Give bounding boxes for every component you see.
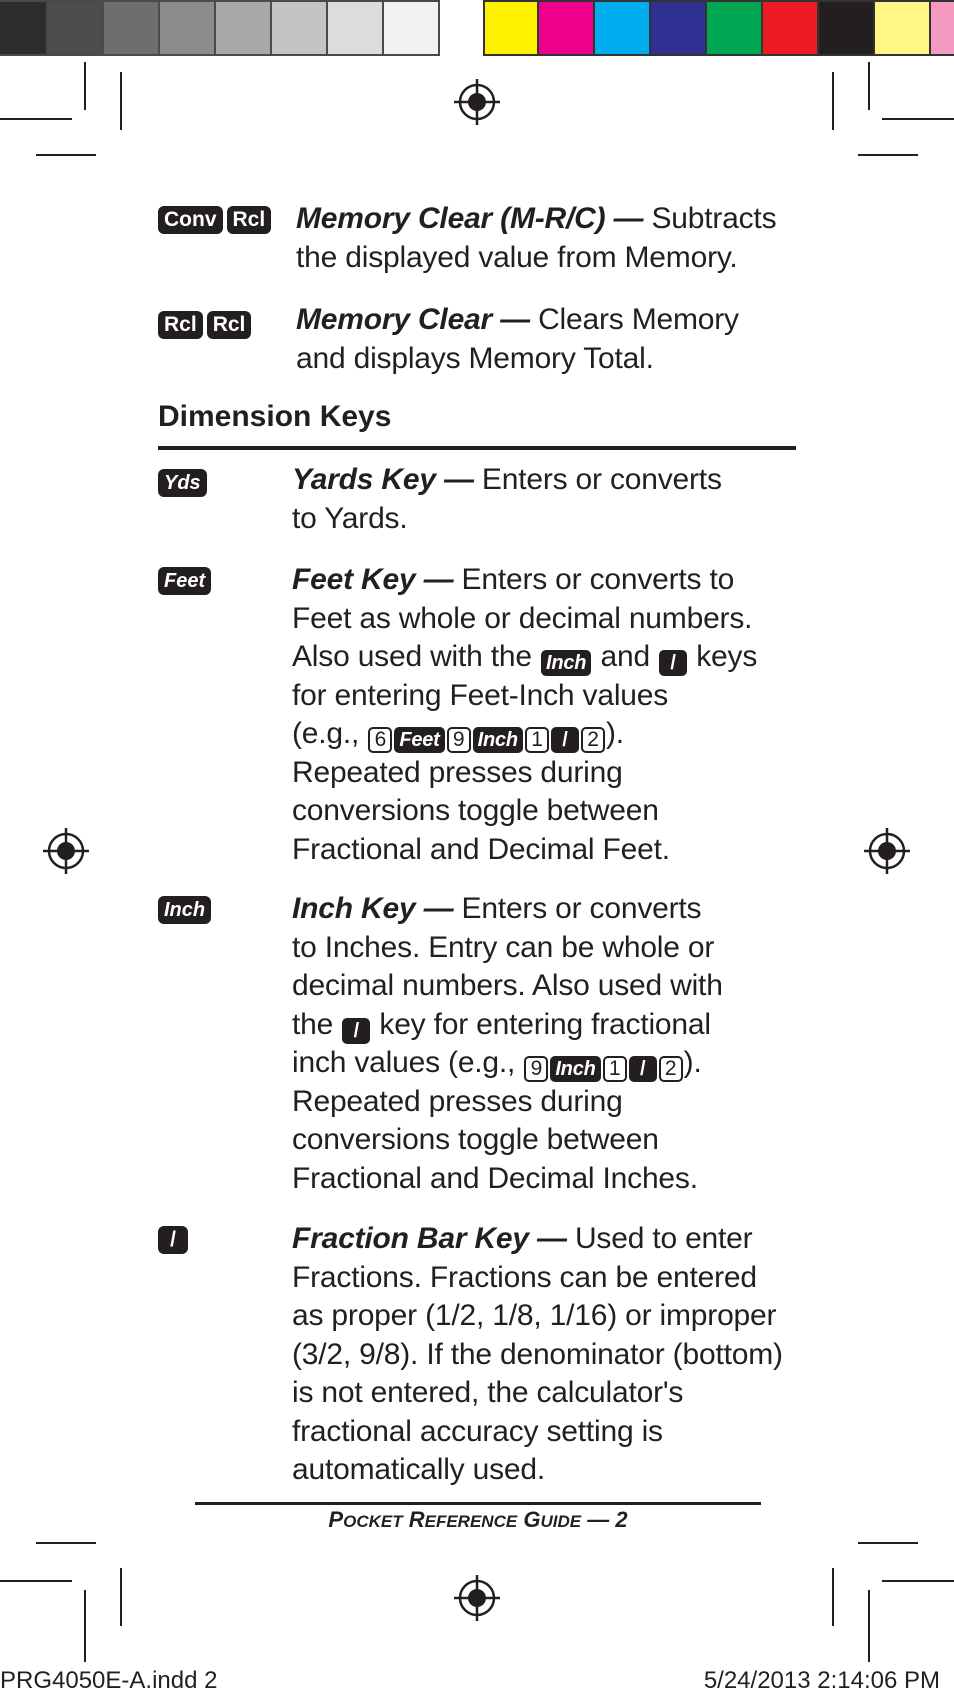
- crop-mark: [868, 62, 870, 110]
- rcl-key-icon: Rcl: [207, 311, 252, 339]
- digit-1-key-icon: 1: [525, 727, 549, 753]
- inch-key-icon: Inch: [473, 727, 523, 753]
- process-color-bar: [483, 0, 954, 60]
- section-title: Dimension Keys: [158, 400, 392, 433]
- file-slug: PRG4050E-A.indd 2: [0, 1667, 218, 1694]
- entry-title: Memory Clear (M-R/C) —: [296, 202, 644, 235]
- registration-mark-icon: [454, 79, 500, 125]
- inch-key-icon: Inch: [550, 1056, 600, 1082]
- inch-key-icon: Inch: [541, 650, 591, 676]
- gray-swatch: [384, 0, 440, 56]
- digit-6-key-icon: 6: [368, 727, 392, 753]
- fraction-bar-key-icon: /: [551, 727, 579, 753]
- entry-title: Fraction Bar Key —: [292, 1222, 567, 1255]
- conv-key-icon: Conv: [158, 206, 223, 234]
- color-swatch: [595, 0, 651, 56]
- digit-1-key-icon: 1: [603, 1056, 627, 1082]
- gray-swatch: [0, 0, 48, 56]
- date-slug: 5/24/2013 2:14:06 PM: [703, 1667, 940, 1694]
- yds-key-icon: Yds: [158, 469, 207, 497]
- crop-mark: [832, 72, 834, 130]
- color-swatch: [539, 0, 595, 56]
- crop-mark: [832, 1568, 834, 1626]
- entry-description: Memory Clear (M-R/C) — Subtracts the displayed value from Memory.: [296, 202, 777, 274]
- digit-9-key-icon: 9: [524, 1056, 548, 1082]
- entry-title: Inch Key —: [292, 892, 454, 925]
- fraction-bar-key-icon: /: [342, 1018, 370, 1044]
- entry-title: Feet Key —: [292, 563, 454, 596]
- rcl-key-icon: Rcl: [158, 311, 203, 339]
- crop-mark: [84, 1590, 86, 1662]
- entry-description: Feet Key — Enters or converts to Feet as whole or decimal numbers. Also used with the Inch and / keys for entering Feet-Inch values (e.g., 6 Feet 9 Inch 1 / 2 ). Repeated presses during conversions toggle between Fractional and Decimal Feet.: [292, 563, 758, 866]
- gray-color-bar: [0, 0, 440, 60]
- fraction-bar-key-icon: /: [659, 650, 687, 676]
- crop-mark: [36, 1542, 96, 1544]
- gray-swatch: [328, 0, 384, 56]
- gray-swatch: [48, 0, 104, 56]
- entry-title: Memory Clear —: [296, 303, 530, 336]
- color-swatch: [931, 0, 954, 56]
- key-combo: [158, 311, 251, 339]
- gray-swatch: [104, 0, 160, 56]
- color-swatch: [707, 0, 763, 56]
- gray-swatch: [160, 0, 216, 56]
- color-swatch: [763, 0, 819, 56]
- fraction-bar-key-icon: /: [629, 1056, 657, 1082]
- crop-mark: [0, 1580, 72, 1582]
- color-swatch: [875, 0, 931, 56]
- gray-swatch: [272, 0, 328, 56]
- digit-2-key-icon: 2: [659, 1056, 683, 1082]
- color-swatch: [819, 0, 875, 56]
- crop-mark: [36, 154, 96, 156]
- key-combo: [158, 469, 207, 497]
- entry-title: Yards Key —: [292, 463, 474, 496]
- crop-mark: [882, 1580, 954, 1582]
- entry-description: Yards Key — Enters or converts to Yards.: [292, 463, 722, 535]
- fraction-bar-key-icon: /: [158, 1226, 188, 1254]
- digit-2-key-icon: 2: [581, 727, 605, 753]
- page-footer: POCKET REFERENCE GUIDE — 2: [328, 1507, 628, 1532]
- registration-mark-icon: [454, 1575, 500, 1621]
- crop-mark: [0, 118, 72, 120]
- color-swatch: [483, 0, 539, 56]
- feet-key-icon: Feet: [394, 727, 444, 753]
- crop-mark: [84, 62, 86, 110]
- entry-description: Memory Clear — Clears Memory and displays Memory Total.: [296, 303, 739, 375]
- key-combo: [158, 896, 211, 924]
- entry-description: Fraction Bar Key — Used to enter Fractions. Fractions can be entered as proper (1/2, 1/8, 1/16) or improper (3/2, 9/8). If the denominator (bottom) is not entered, the calculator's fractional accuracy setting is automatically used.: [292, 1222, 783, 1486]
- crop-mark: [858, 154, 918, 156]
- crop-mark: [120, 72, 122, 130]
- digit-9-key-icon: 9: [447, 727, 471, 753]
- feet-key-icon: Feet: [158, 567, 211, 595]
- crop-mark: [120, 1568, 122, 1626]
- key-combo: [158, 567, 211, 595]
- color-swatch: [651, 0, 707, 56]
- inch-key-icon: Inch: [158, 896, 211, 924]
- key-combo: [158, 1226, 188, 1254]
- gray-swatch: [216, 0, 272, 56]
- section-divider: [158, 446, 796, 450]
- rcl-key-icon: Rcl: [227, 206, 272, 234]
- crop-mark: [868, 1590, 870, 1662]
- registration-mark-icon: [43, 828, 89, 874]
- footer-divider: [195, 1502, 761, 1505]
- crop-mark: [858, 1542, 918, 1544]
- key-combo: [158, 206, 271, 234]
- registration-mark-icon: [864, 828, 910, 874]
- crop-mark: [882, 118, 954, 120]
- entry-description: Inch Key — Enters or converts to Inches. Entry can be whole or decimal numbers. Also used with the / key for entering fractional inch values (e.g., 9 Inch 1 / 2 ). Repeated presses during conversions toggle between Fractional and Decimal Inches.: [292, 892, 723, 1195]
